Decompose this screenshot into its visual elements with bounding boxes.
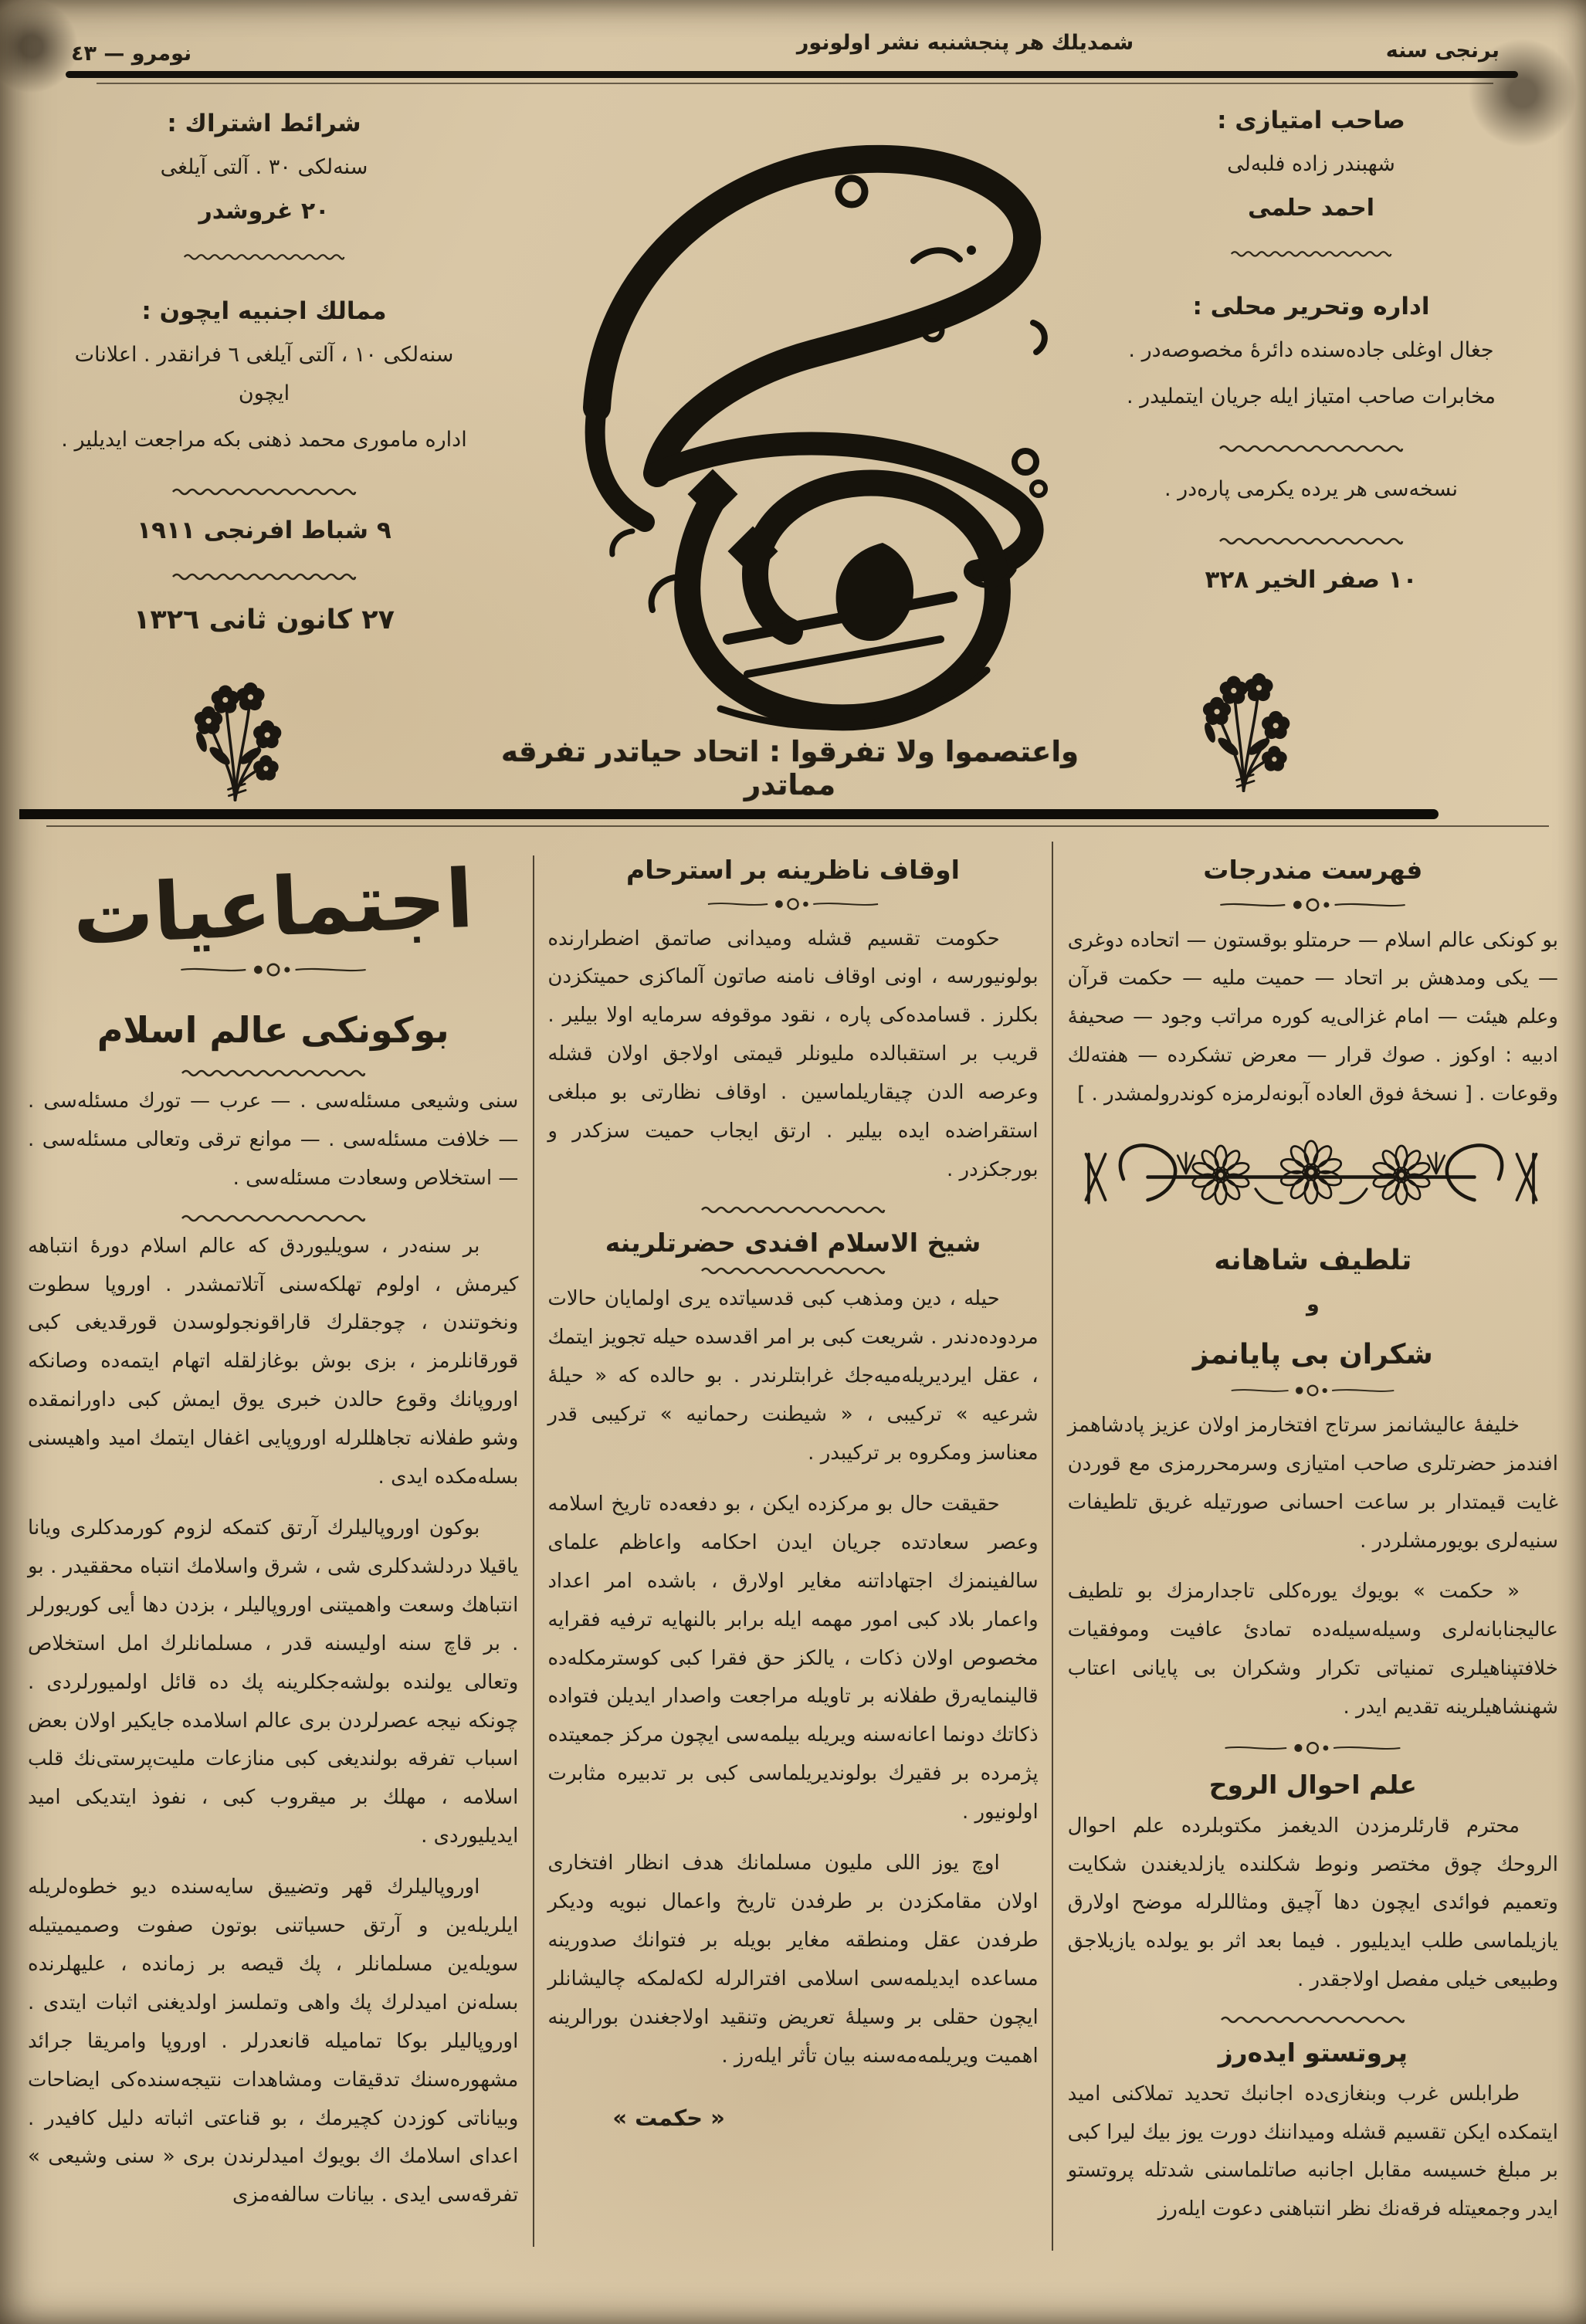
publication-schedule-label: شمديلك هر پنجشنبه نشر اولونور xyxy=(796,31,1134,55)
wavy-divider xyxy=(98,486,430,496)
subscription-foreign-line2: اداره مامورى محمد ذهنى بكه مراجعت ايديلير . xyxy=(61,427,467,452)
wavy-divider xyxy=(1195,535,1427,546)
publication-year-label: برنجى سنه xyxy=(1385,39,1500,63)
wavy-divider xyxy=(1197,2014,1428,2024)
ornament-divider xyxy=(704,896,882,913)
owner-heading: صاحب امتيازى : xyxy=(1217,107,1405,134)
wavy-divider xyxy=(1230,248,1392,259)
flower-bouquet-icon xyxy=(179,655,291,805)
article-topics: سنى وشيعى مسئله‌سى . — عرب — تورك مسئله‌سى . — خلافت مسئله‌سى . — موانع ترقى وتعالى مسئله‌سى . — استخلاص وسعادت مسئله‌سى . xyxy=(28,1089,519,1190)
subscription-domestic-line1: سنه‌لكى ٣٠ . آلتى آيلغى xyxy=(160,155,368,179)
subscription-block xyxy=(51,110,477,635)
ornament-divider xyxy=(1216,896,1409,914)
sheikh-paragraph-2: حقيقت حال بو مركزده ايكن ، بو دفعه‌ده تاريخ اسلامه وعصر سعادتده جريان ايدن احكامه واعاظم علماى سالفينمزك اجتهاداتنه مغاير اولارق ، باشده امر اعداد واعمار بلاد كبى امور مهمه ايله برابر بالنهايه ترفيه فقرايه مخصوص اولان ذكات ، يالكز حق فقرا كبى كوسترمكله‌ده قالينمايه‌رق طفلانه بر تاويله مراجعت واصدار ايديلن فتواده ذكاتك دونما اعانه‌سنه ويريله بيلمه‌سى ايچون مركز جمعيتده پژمرده بر فقيرك بولونديريلماسى كبى بر تدبيره مثابرت اولونيور . xyxy=(547,1492,1039,1824)
office-line2: مخابرات صاحب امتياز ايله جريان ايتمليدر . xyxy=(1126,384,1496,408)
publisher-block xyxy=(1098,107,1524,594)
article-columns xyxy=(23,842,1563,2312)
hijri-date: ١٠ صفر الخير ٣٢٨ xyxy=(1205,565,1418,594)
wavy-divider xyxy=(146,1212,401,1223)
subscription-foreign-heading: ممالك اجنبيه ايچون : xyxy=(141,296,387,325)
contents-list: بو كونكى عالم اسلام — حرمتلو بوقستون — اتحاده دوغرى — يكى ومدهش بر اتحاد — حميت مليه — حكمت قرآن وعلم هيئت — امام غزالى‌يه كوره مراتب وجود — صحيفهٔ ادبيه : اوكوز . صوك قرار — معرض تشكرده — هفته‌لك وقوعات . [ نسخهٔ فوق العاده آبونه‌لرمزه كوندرولمشدر . ] xyxy=(1067,928,1558,1106)
wavy-divider xyxy=(171,571,357,581)
subscription-heading: شرائط اشتراك : xyxy=(167,110,361,137)
wavy-divider xyxy=(1149,442,1473,453)
wavy-underline xyxy=(111,1067,435,1078)
gregorian-date: ٩ شباط افرنجى ١٩١١ xyxy=(137,516,391,544)
royal-favor-paragraph-1: خليفهٔ عاليشانمز سرتاج افتخارمز اولان عزيز پادشاهمز افندمز حضرتلرى صاحب امتيازى وسرمحررمزى مع قوردن غايت قيمتدار بر ساعت احسانى صورتيله غريق تلطيفات سنيه‌لرى بويورمشلردر . xyxy=(1067,1413,1558,1553)
subscription-domestic-line2: ٢٠ غروشدر xyxy=(198,197,330,225)
sheikh-paragraph-3: اوچ يوز اللى مليون مسلمانك هدف انظار افتخارى اولان مقامكزدن بر طرفدن تاريخ واعمال نبويه وديكر طرفدن عقل ومنطقه مغاير بويله بر فتوانك صدورينه مساعده ايديلمه‌سى اسلامى افترالرله لكه‌لمكه چاليشانلر ايچون حقلى بر وسيلهٔ تعريض وتنقيد اولاجغندن بورالرينه اهميت ويريلمه‌مه‌سنه بيان تأثر ايله‌رز . xyxy=(547,1851,1039,2068)
ornament-divider xyxy=(177,960,370,979)
protest-paragraph: طرابلس غرب وبنغازى‌ده اجانبك تحديد تملاكنى اميد ايتمكده ايكن تقسيم قشله وميداننك دورت يوز بيك ليرا كبى بر مبلغ خسيسه مقابل اجانبه صاتلماسنى شدتله پروتستو ايدر وجمعيتله فرقه‌نك نظر انتباهنى دعوت ايله‌رز xyxy=(1067,2082,1558,2221)
column-right xyxy=(1063,842,1563,2312)
middle-rule-thin xyxy=(46,825,1549,827)
wavy-underline xyxy=(666,1265,920,1275)
ornament-divider xyxy=(1228,1382,1398,1399)
office-line1: جغال اوغلى جاده‌سنده دائرهٔ مخصوصه‌در . xyxy=(1128,337,1494,362)
article-signature: « حكمت » xyxy=(612,2105,725,2132)
article-paragraph-1: بر سنه‌در ، سويليوردق كه عالم اسلام دورهٔ انتباهه كيرمش ، اولوم تهلكه‌سنى آتلاتمشدر . اوروپا سطوت ونخوتندن ، چوجقلرك قاراقونجولوسدن قورقديغى كبى قورقانلرمز ، بزى بوش بوغازلقله اتهام ايتمه‌ده وصانكه اوروپانك وقوع حالدن خبرى يوق ايمش كبى داورانمقده وشو طفلانه تجاهللرله اوروپايى اغفال ايتمك اميد واهيسنى بسله‌مكده ايدى . xyxy=(28,1234,519,1489)
article-paragraph-2: بوكون اوروپاليلرك آرتق كتمكه لزوم كورمدكلرى ويانا ياقيلا دردلشدكلرى شى ، شرق واسلامك انتباه محققيدر . بو انتباهك وسعت واهميتنى اوروپاليلر ، بزدن دها أيى كوريورلر . بر قاچ سنه اوليسنه قدر ، مسلمانلرك امل استخلاص وتعالى يولنده بولشه‌جكلرينه پك ده قائل اولميورلردى . چونكه نيجه عصرلردن برى عالم اسلامده جايكير اولان بعض اسباب تفرقه بولنديغى كبى منازعات مليت‌پرستى‌نك قلب اسلامه ، مهلك بر ميقروب كبى ، نفوذ ايتديكى اميد ايديليوردى . xyxy=(28,1516,519,1848)
article-paragraph-3: اوروپاليلرك قهر وتضييق سايه‌سنده ديو خطوه‌لريله ايلريله‌ين و آرتق حسياتنى بوتون صفوت وصميميتيله سويله‌ين مسلمانلر ، پك قيصه بر زمانده ، عليهلرنده بسله‌نن اميدلرك پك واهى وتملسز اولديغنى اثبات ايتدى . اوروپاليلر بوكا تماميله قانعدرلر . اوروپا وامريقا جرائد مشهوره‌سنك تدقيقات ومشاهدات نتيجه‌سنده‌كى ايضاحات وبياناتى كوزدن كچيرمك ، بو قناعتى اثباته دليل كافيدر . اعداى اسلامك اك بويوك اميدلرندن برى « سنى وشيعى » تفرقه‌سى ايدى . بيانات سالفه‌مزى xyxy=(28,1875,519,2207)
office-heading: اداره وتحرير محلى : xyxy=(1192,292,1430,320)
owner-name-line2: احمد حلمى xyxy=(1247,194,1375,222)
evkaf-heading: اوقاف ناظرينه بر استرحام xyxy=(626,855,960,885)
wavy-divider xyxy=(627,1204,959,1215)
issue-number-label: نومرو — ٤٣ xyxy=(71,42,192,66)
subscription-foreign-line1: سنه‌لكى ١٠ ، آلتى آيلغى ٦ فرانقدر . اعلانات ايچون xyxy=(74,342,454,405)
copy-price-line: نسخه‌سى هر يرده يكرمى پاره‌در . xyxy=(1164,476,1459,501)
column-left xyxy=(23,842,523,2312)
sheikh-paragraph-1: حيله ، دين ومذهب كبى قدسياتده يرى اولمايان حالات مردوده‌دندر . شريعت كبى بر امر اقدسده حيله تجويز ايتمك ، عقل ايرديريله‌ميه‌جك غرابتلرندر . بو حالده كه « حيلهٔ شرعيه » تركيبى ، « شيطنت رحمانيه » تركيبى قدر معناسز ومكروه بر تركيبدر . xyxy=(547,1287,1039,1465)
royal-favor-paragraph-2: « حكمت » بويوك يوره‌كلى تاجدارمزك بو تلطيف عاليجنابانه‌لرى وسيله‌سيله‌ده تمادئ عافيت وموفقيات خلافتپناهيلرى تمنياتى تكرار وشكران بى پايانى اعتاب شهنشاهيلرينه تقديم ايدر . xyxy=(1067,1580,1558,1719)
royal-favor-heading-line1: تلطيف شاهانه xyxy=(1214,1245,1412,1277)
royal-favor-heading-line3: شكران بى پايانمز xyxy=(1192,1338,1433,1370)
masthead-calligraphy xyxy=(477,99,1087,740)
wavy-divider xyxy=(183,251,345,262)
rumi-date: ٢٧ كانون ثانى ١٣٢٦ xyxy=(133,604,395,635)
protest-heading: پروتستو ايده‌رز xyxy=(1218,2038,1408,2068)
masthead-calligraphy-art xyxy=(477,99,1087,740)
ornament-divider xyxy=(1220,1740,1405,1757)
floral-ornament-band xyxy=(1064,1125,1558,1229)
column-middle xyxy=(543,842,1042,2312)
article-heading: بوكونكى عالم اسلام xyxy=(97,1008,449,1051)
masthead-motto: واعتصموا ولا تفرقوا : اتحاد حياتدر تفرقه مماتدر xyxy=(500,735,1079,801)
flower-bouquet-icon xyxy=(1188,645,1300,796)
soul-science-paragraph: محترم قارئلرمزدن الديغمز مكتوبلرده علم احوال الروحك چوق مختصر ونوط شكلنده يازلديغندن شكايت وتعميم فوائدى ايچون دها آچيق ومثاللرله موضح اولارق يازيلماسى طلب ايديليور . فيما بعد اثر بو يولده يازيلاجق وطبيعى خيلى مفصل اولاجقدر . xyxy=(1067,1814,1558,1992)
section-heading-ictimaiyat: اجتماعيات xyxy=(70,851,476,964)
royal-favor-heading-line2: و xyxy=(1306,1292,1320,1317)
owner-name-line1: شهبندر زاده فلبه‌لى xyxy=(1227,152,1395,176)
contents-heading: فهرست مندرجات xyxy=(1203,855,1423,885)
soul-science-heading: علم احوال الروح xyxy=(1208,1770,1417,1801)
top-rule xyxy=(66,71,1518,78)
middle-rule xyxy=(19,809,1439,819)
sheikh-heading: شيخ الاسلام افندى حضرتلرينه xyxy=(605,1227,981,1258)
top-rule-thin xyxy=(97,83,1493,84)
evkaf-paragraph: حكومت تقسيم قشله وميدانى صاتمق اضطرارنده بولونيورسه ، اونى اوقاف نامنه صاتون آلماكزى حميتكزدن بكلرز . قسامده‌كى پاره ، نقود موقوفه سرمايه اولا بيلير . قريب بر استقبالده مليونلر قيمتى اولاجق اولان قشله وعرصه الدن چيقاريلماسين . اوقاف نظارتى بو مبلغى استقراضده ايده بيلير . ارتق ايجاب حميت سزكدر و بورجكزدر . xyxy=(547,927,1039,1181)
